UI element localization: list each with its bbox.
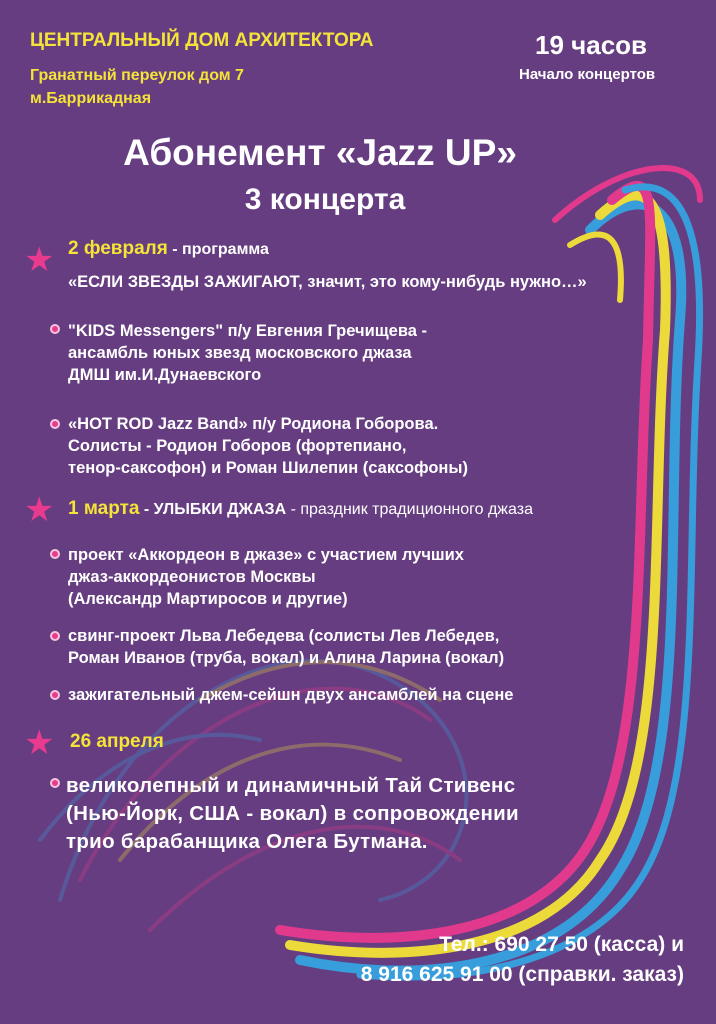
- concert-3-date: 26 апреля: [70, 731, 164, 752]
- venue-name: ЦЕНТРАЛЬНЫЙ ДОМ АРХИТЕКТОРА: [30, 30, 374, 51]
- list-item-line: трио барабанщика Олега Бутмана.: [66, 830, 428, 853]
- list-item-line: великолепный и динамичный Тай Стивенс: [66, 774, 516, 797]
- list-item-line: Роман Иванов (труба, вокал) и Алина Ларина (вокал): [68, 649, 505, 667]
- star-icon: ★: [24, 241, 55, 279]
- list-item-line: свинг-проект Льва Лебедева (солисты Лев Лебедев,: [68, 627, 500, 645]
- list-item: [68, 320, 427, 386]
- concert-1-tail: - программа: [172, 241, 269, 258]
- list-item-line: ДМШ им.И.Дунаевского: [68, 366, 262, 384]
- list-item: [66, 772, 519, 856]
- concert-1-header: [68, 238, 269, 260]
- list-item-line: джаз-аккордеонистов Москвы: [68, 568, 316, 586]
- start-time-label: Начало концертов: [519, 66, 656, 83]
- list-item-line: тенор-саксофон) и Роман Шилепин (саксофоны): [68, 459, 468, 477]
- contacts-block: [361, 930, 684, 990]
- list-item-line: «HOT ROD Jazz Band» п/у Родиона Гоборова.: [68, 415, 439, 433]
- bullet-icon: [50, 419, 60, 429]
- bullet-icon: [50, 324, 60, 334]
- list-item: [68, 413, 468, 479]
- venue-address-block: [30, 64, 244, 110]
- concert-1-date: 2 февраля: [68, 238, 168, 259]
- bullet-icon: [50, 549, 60, 559]
- concert-2-date: 1 марта: [68, 498, 140, 519]
- venue-address: Гранатный переулок дом 7: [30, 67, 244, 84]
- list-item-line: ансамбль юных звезд московского джаза: [68, 344, 412, 362]
- list-item-line: Солисты - Родион Гоборов (фортепиано,: [68, 437, 407, 455]
- contact-phone-line: 8 916 625 91 00 (справки. заказ): [360, 963, 684, 986]
- star-icon: ★: [24, 724, 55, 762]
- page-title: Абонемент «Jazz UP»: [123, 132, 517, 173]
- list-item-line: зажигательный джем-сейшн двух ансамблей на сцене: [68, 686, 514, 704]
- concert-2-tail: - УЛЫБКИ ДЖАЗА: [143, 501, 287, 518]
- start-time: 19 часов: [535, 30, 648, 60]
- list-item-line: (Нью-Йорк, США - вокал) в сопровождении: [66, 802, 519, 825]
- concert-1-program: «ЕСЛИ ЗВЕЗДЫ ЗАЖИГАЮТ, значит, это кому-нибудь нужно…»: [68, 273, 587, 291]
- concert-2-tail2: - праздник традиционного джаза: [290, 501, 533, 518]
- star-icon: ★: [24, 491, 55, 529]
- bullet-icon: [50, 778, 60, 788]
- list-item-line: "KIDS Messengers" п/у Евгения Гречищева -: [68, 322, 428, 340]
- bullet-icon: [50, 631, 60, 641]
- list-item: [68, 625, 504, 669]
- contact-phone-line: Тел.: 690 27 50 (касса) и: [439, 933, 684, 956]
- list-item-line: проект «Аккордеон в джазе» с участием лучших: [68, 546, 464, 564]
- concert-2-header: [68, 498, 533, 520]
- page-subtitle: 3 концерта: [244, 183, 406, 216]
- list-item: [68, 544, 464, 610]
- bullet-icon: [50, 690, 60, 700]
- list-item-line: (Александр Мартиросов и другие): [68, 590, 348, 608]
- venue-metro: м.Баррикадная: [30, 90, 152, 107]
- list-item: [68, 684, 513, 706]
